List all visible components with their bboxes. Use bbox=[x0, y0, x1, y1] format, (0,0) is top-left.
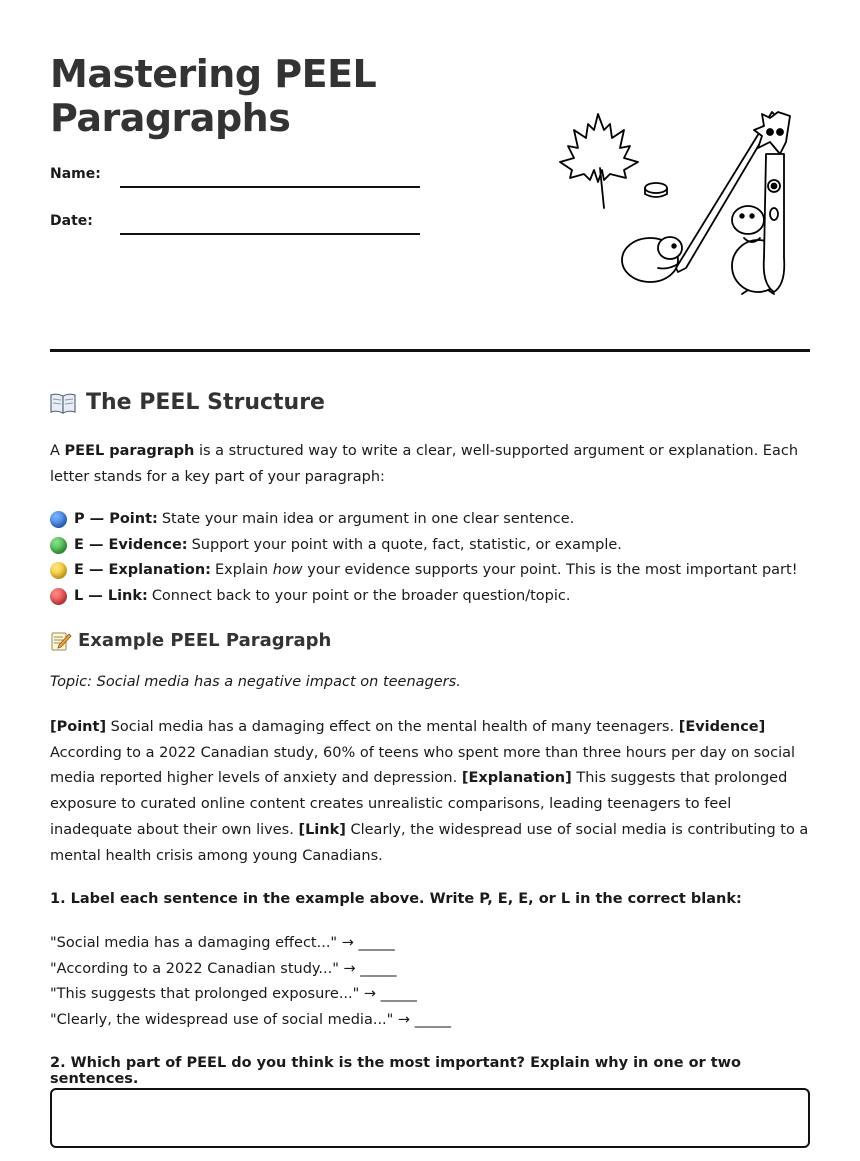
question-1: 1. Label each sentence in the example above. Write P, E, E, or L in the correct blank: bbox=[50, 891, 742, 907]
maple-leaf-icon bbox=[560, 114, 638, 182]
answer-box[interactable] bbox=[50, 1088, 810, 1148]
memo-icon bbox=[50, 631, 72, 651]
name-field[interactable] bbox=[50, 166, 420, 196]
name-label: Name: bbox=[50, 166, 101, 182]
intro-term: PEEL paragraph bbox=[64, 443, 195, 459]
list-item: L — Link: Connect back to your point or the broader question/topic. bbox=[50, 584, 810, 610]
page-title: Mastering PEEL Paragraphs bbox=[50, 52, 377, 140]
header-divider bbox=[50, 349, 810, 352]
blue-circle-icon bbox=[50, 511, 67, 528]
worksheet-page bbox=[50, 0, 810, 1087]
beaver-icon bbox=[622, 237, 682, 282]
answer-line[interactable]: "Social media has a damaging effect..." → _____ bbox=[50, 935, 395, 951]
red-circle-icon bbox=[50, 588, 67, 605]
name-line bbox=[120, 186, 420, 188]
list-item: P — Point: State your main idea or argument in one clear sentence. bbox=[50, 507, 810, 533]
answer-line[interactable]: "This suggests that prolonged exposure..." → _____ bbox=[50, 986, 417, 1002]
book-icon bbox=[50, 392, 76, 414]
answer-line[interactable]: "Clearly, the widespread use of social media..." → _____ bbox=[50, 1011, 451, 1028]
date-line bbox=[120, 233, 420, 235]
worksheet-header bbox=[50, 0, 810, 352]
date-label: Date: bbox=[50, 213, 93, 229]
date-field[interactable] bbox=[50, 213, 420, 243]
peel-list bbox=[50, 507, 810, 609]
example-title: Example PEEL Paragraph bbox=[50, 630, 331, 651]
answer-line[interactable]: "According to a 2022 Canadian study..." → _____ bbox=[50, 960, 397, 977]
label-answers bbox=[50, 931, 451, 1033]
intro-paragraph: A PEEL paragraph is a structured way to write a clear, well-supported argument or explanation. Each letter stands for a key part of your paragraph: bbox=[50, 443, 799, 485]
list-item: E — Evidence: Support your point with a quote, fact, statistic, or example. bbox=[50, 533, 810, 559]
example-paragraph: [Point] Social media has a damaging effect on the mental health of many teenagers. [Evidence] According to a 2022 Canadian study, 60% of teens who spent more than three hours per day on social media reported higher levels of anxiety and depression. [Explanation] This suggests that prolonged exposure to curated online content creates unrealistic comparisons, leading teenagers to feel inadequate about their own lives. [Link] Clearly, the widespread use of social media is contributing to a mental health crisis among young Canadians. bbox=[50, 719, 809, 864]
canadian-illustration bbox=[558, 108, 794, 298]
question-2: 2. Which part of PEEL do you think is the most important? Explain why in one or two sentences. bbox=[50, 1055, 742, 1087]
hockey-puck-icon bbox=[645, 183, 667, 193]
list-item: E — Explanation: Explain how your evidence supports your point. This is the most important part! bbox=[50, 558, 810, 584]
green-circle-icon bbox=[50, 537, 67, 554]
section-title: The PEEL Structure bbox=[50, 390, 325, 415]
yellow-circle-icon bbox=[50, 562, 67, 579]
example-topic: Topic: Social media has a negative impact on teenagers. bbox=[50, 674, 461, 690]
